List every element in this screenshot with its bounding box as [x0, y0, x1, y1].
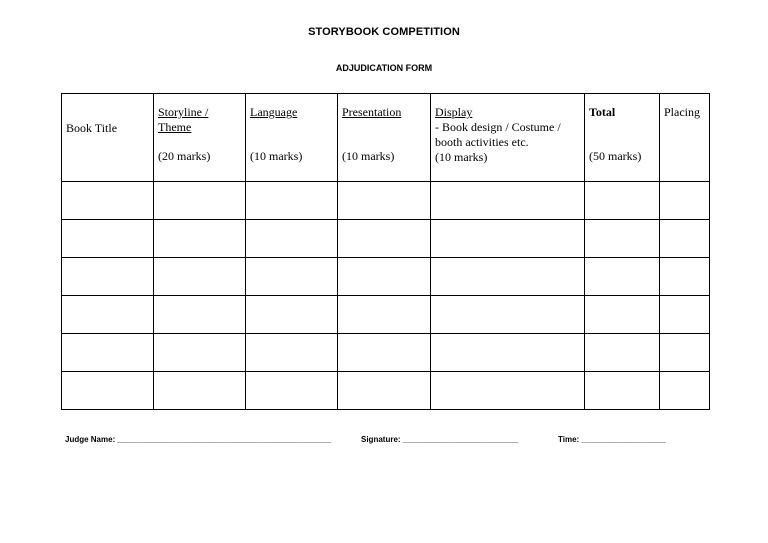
entry-cell[interactable]	[338, 372, 431, 410]
entry-cell[interactable]	[585, 182, 660, 220]
entry-cell[interactable]	[660, 296, 710, 334]
entry-cell[interactable]	[338, 182, 431, 220]
signature-field[interactable]: Signature: __________________________	[361, 435, 519, 444]
adjudication-table	[61, 93, 710, 410]
entry-cell[interactable]	[431, 334, 585, 372]
entry-cell[interactable]	[62, 258, 154, 296]
entry-cell[interactable]	[62, 296, 154, 334]
entry-cell[interactable]	[338, 296, 431, 334]
entry-cell[interactable]	[154, 258, 246, 296]
entry-cell[interactable]	[154, 296, 246, 334]
time-field[interactable]: Time: ___________________	[558, 435, 666, 444]
entry-cell[interactable]	[660, 372, 710, 410]
table-row	[62, 258, 710, 296]
display-line-2: booth activities etc.	[435, 135, 529, 149]
display-line-1: - Book design / Costume /	[435, 120, 561, 134]
presentation-marks: (10 marks)	[342, 149, 395, 163]
language-marks: (10 marks)	[250, 149, 303, 163]
entry-cell[interactable]	[154, 182, 246, 220]
entry-cell[interactable]	[154, 372, 246, 410]
table-row	[62, 182, 710, 220]
entry-cell[interactable]	[585, 220, 660, 258]
entry-cell[interactable]	[431, 220, 585, 258]
entry-cell[interactable]	[154, 334, 246, 372]
entry-cell[interactable]	[154, 220, 246, 258]
entry-cell[interactable]	[585, 296, 660, 334]
entry-cell[interactable]	[338, 220, 431, 258]
entry-cell[interactable]	[338, 334, 431, 372]
entry-cell[interactable]	[246, 258, 338, 296]
table-row	[62, 372, 710, 410]
entry-cell[interactable]	[660, 220, 710, 258]
entry-cell[interactable]	[431, 182, 585, 220]
header-display	[431, 94, 585, 182]
display-label: Display	[435, 105, 473, 119]
entry-cell[interactable]	[660, 182, 710, 220]
entry-cell[interactable]	[62, 372, 154, 410]
storyline-label-1: Storyline /	[158, 105, 209, 119]
form-title: STORYBOOK COMPETITION	[308, 26, 460, 38]
entry-cell[interactable]	[62, 182, 154, 220]
header-book-title: Book Title	[62, 94, 154, 182]
header-total	[585, 94, 660, 182]
entry-cell[interactable]	[62, 334, 154, 372]
entry-cell[interactable]	[660, 258, 710, 296]
entry-cell[interactable]	[431, 372, 585, 410]
entry-cell[interactable]	[246, 296, 338, 334]
entry-cell[interactable]	[431, 296, 585, 334]
header-language	[246, 94, 338, 182]
total-label: Total	[589, 105, 616, 119]
entry-cell[interactable]	[585, 258, 660, 296]
header-placing: Placing	[660, 94, 710, 182]
entry-cell[interactable]	[62, 220, 154, 258]
entry-cell[interactable]	[246, 334, 338, 372]
entry-cell[interactable]	[585, 372, 660, 410]
entry-cell[interactable]	[431, 258, 585, 296]
storyline-label-2: Theme	[158, 120, 192, 134]
judge-name-field[interactable]: Judge Name: ________________________________________________	[65, 435, 332, 444]
entry-cell[interactable]	[338, 258, 431, 296]
table-row	[62, 220, 710, 258]
entry-cell[interactable]	[246, 220, 338, 258]
form-subtitle: ADJUDICATION FORM	[335, 63, 433, 73]
storyline-marks: (20 marks)	[158, 149, 211, 163]
presentation-label: Presentation	[342, 105, 402, 119]
header-storyline	[154, 94, 246, 182]
table-row	[62, 334, 710, 372]
entry-cell[interactable]	[246, 182, 338, 220]
table-row	[62, 296, 710, 334]
display-marks: (10 marks)	[435, 150, 488, 164]
language-label: Language	[250, 105, 298, 119]
header-presentation	[338, 94, 431, 182]
table-header-row	[62, 94, 710, 182]
entry-cell[interactable]	[585, 334, 660, 372]
total-marks: (50 marks)	[589, 149, 642, 163]
entry-cell[interactable]	[246, 372, 338, 410]
entry-cell[interactable]	[660, 334, 710, 372]
